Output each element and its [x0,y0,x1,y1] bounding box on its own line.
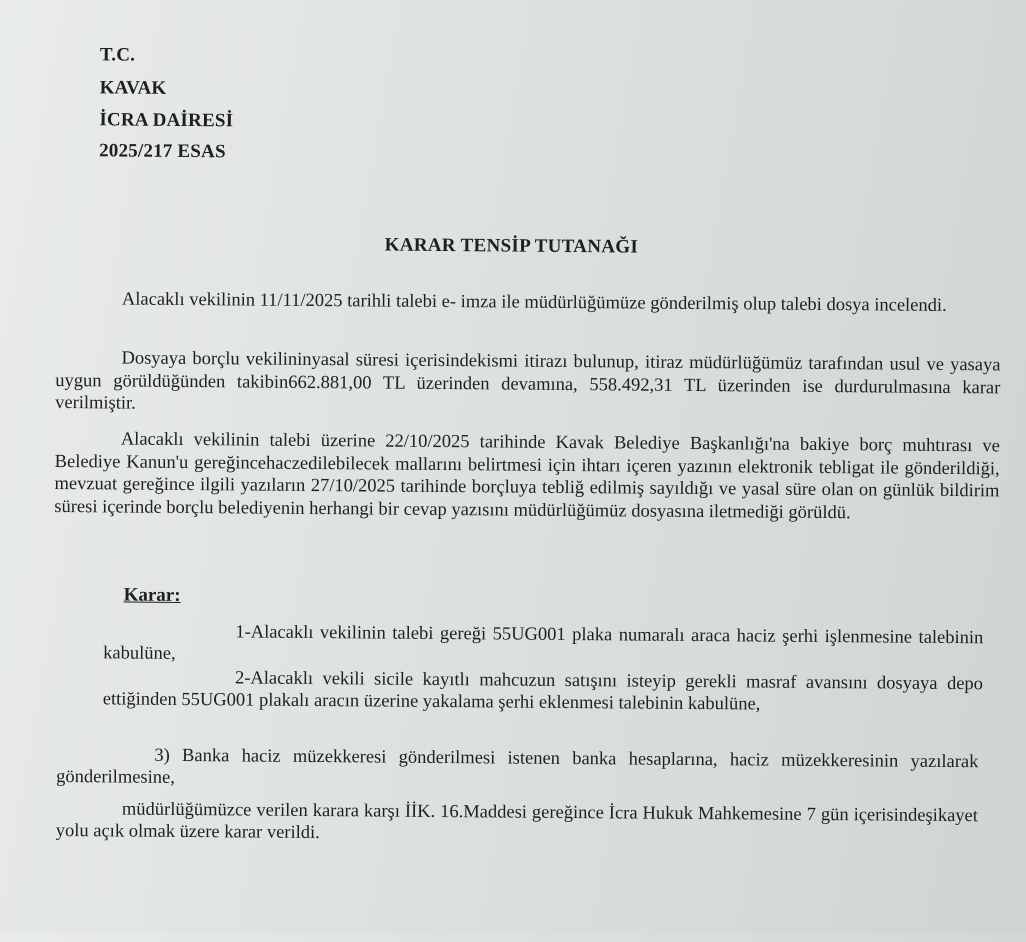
decision-item-2-text: 2-Alacaklı vekili sicile kayıtlı mahcuzun satışını isteyip gerekli masraf avansını dosyaya depo ettiğinden 55UG001 plakalı aracın üzerine yakalama şerhi eklenmesi talebinin kabulüne, [102,668,984,715]
document-title: KARAR TENSİP TUTANAĞI [384,234,639,258]
paragraph-request-text: Alacaklı vekilinin 11/11/2025 tarihli talebi e- imza ile müdürlüğümüze gönderilmiş olup talebi dosya incelendi. [121,289,947,316]
paragraph-request [56,288,1001,318]
header-case-number: 2025/217 ESAS [99,140,226,163]
decision-item-3-text: 3) Banka haciz müzekkeresi gönderilmesi istenen banka hesaplarına, haciz müzekkeresinin yazılarak gönderilmesine, [56,745,979,788]
paragraph-notification [54,428,1000,525]
header-city: KAVAK [99,77,167,99]
paragraph-objection [55,347,1001,422]
decision-label: Karar: [123,584,181,606]
paragraph-notification-text: Alacaklı vekilinin talebi üzerine 22/10/2025 tarihinde Kavak Belediye Başkanlığı'na bakiye borç muhtırası ve Belediye Kanun'u gereğincehaczedilebilecek mallarını belirtmesi için ihtarı içeren yazının elektronik tebligat ile gönderildiği, mevzuat gereğince ilgili yazıların 27/10/2025 tarihinde borçluya tebliğ edilmiş sayıldığı ve yasal süre olan on günlük bildirim süresi içerinde borçlu belediyenin herhangi bir cevap yazısını müdürlüğümüz dosyasına iletmediği görüldü. [54,429,1000,523]
decision-closing [56,798,978,849]
decision-item-3 [56,744,978,795]
decision-item-1 [103,620,983,671]
paragraph-objection-text: Dosyaya borçlu vekilininyasal süresi içerisindekismi itirazı bulunup, itiraz müdürlüğümüz tarafından usul ve yasaya uygun görüldüğünden takibin662.881,00 TL üzerinden devamına, 558.492,31 TL üzerinden ise durdurulmasına karar verilmiştir. [55,348,1001,414]
decision-item-1-text: 1-Alacaklı vekilinin talebi gereği 55UG001 plaka numaralı araca haciz şerhi işlenmesine talebinin kabulüne, [103,622,984,664]
decision-item-2 [103,666,983,717]
header-tc: T.C. [99,44,136,66]
decision-closing-text: müdürlüğümüzce verilen karara karşı İİK. 16.Maddesi gereğince İcra Hukuk Mahkemesine 7 gün içerisindeşikayet yolu açık olmak üzere karar verildi. [55,799,979,844]
header-office: İCRA DAİRESİ [99,109,234,132]
